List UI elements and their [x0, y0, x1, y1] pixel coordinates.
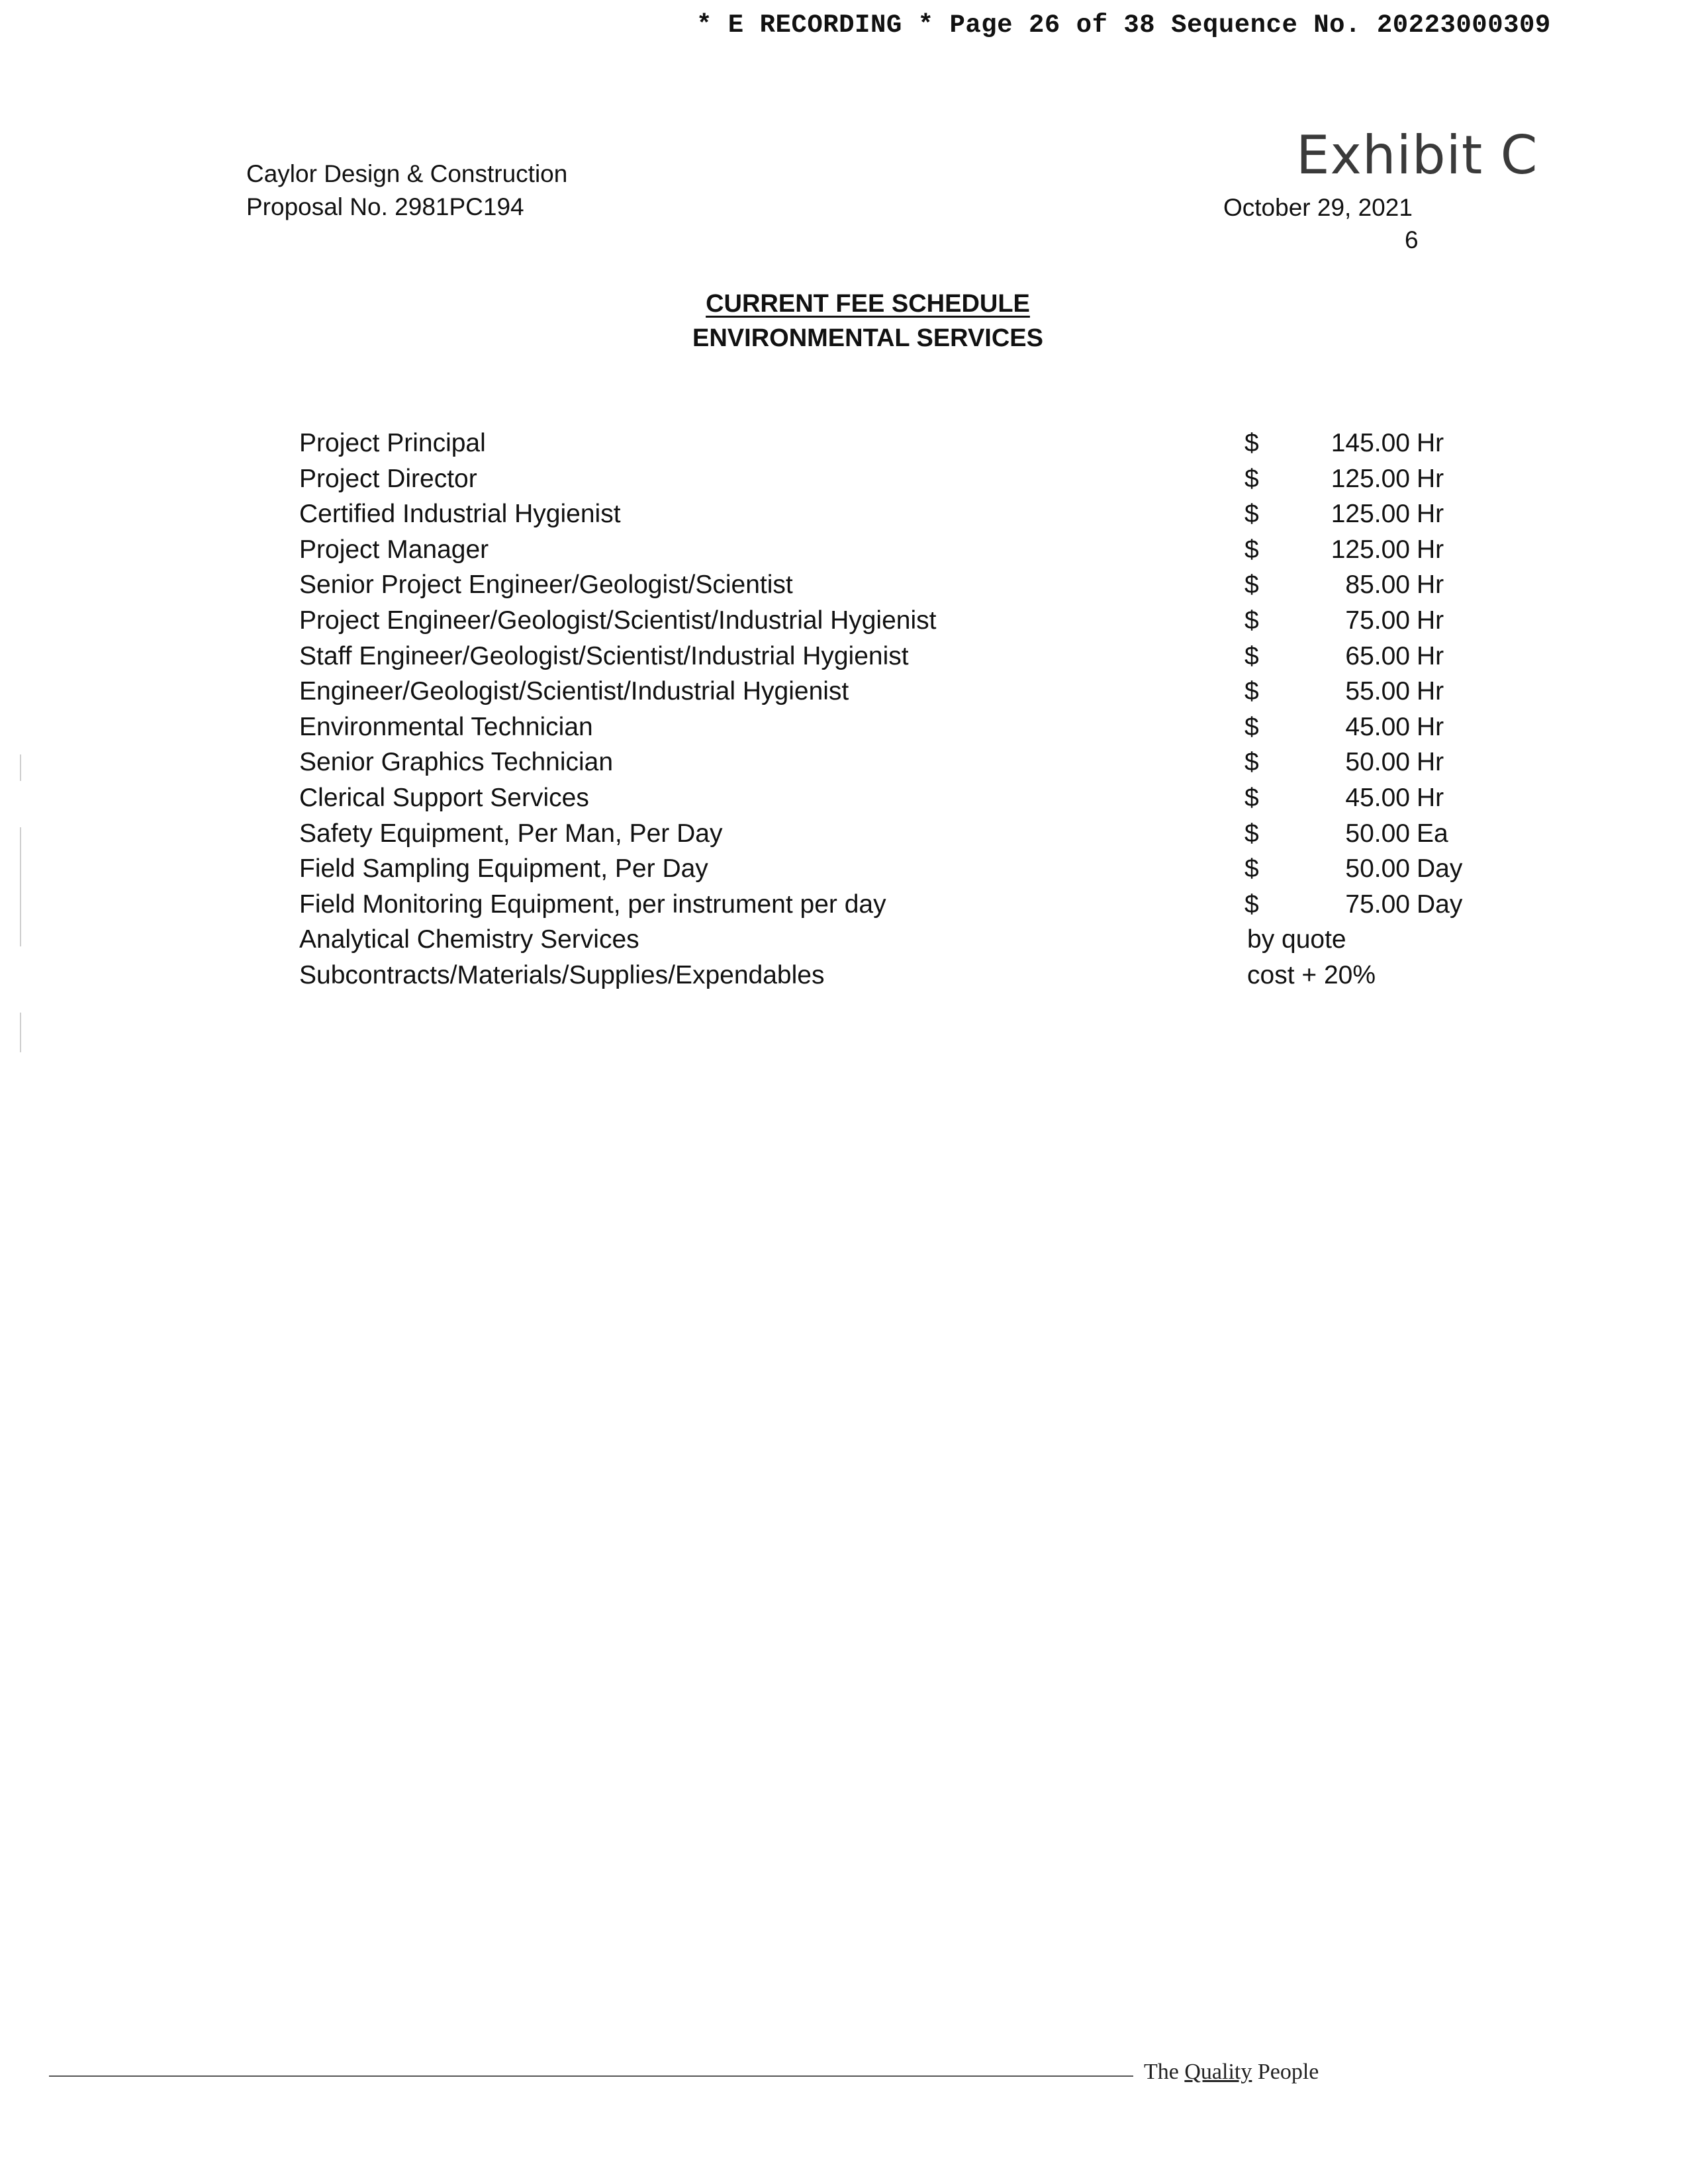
- fee-currency-symbol: $: [1244, 677, 1259, 705]
- exhibit-label: Exhibit C: [1296, 124, 1538, 186]
- fee-currency-symbol: $: [1244, 642, 1259, 670]
- fee-currency-symbol: $: [1244, 784, 1259, 812]
- fee-row: [0, 465, 1688, 498]
- fee-row: [0, 819, 1688, 852]
- fee-label: Engineer/Geologist/Scientist/Industrial Hygienist: [299, 677, 849, 705]
- fee-currency-symbol: $: [1244, 854, 1259, 883]
- footer-tag-suffix: People: [1252, 2060, 1319, 2084]
- fee-label: Project Engineer/Geologist/Scientist/Industrial Hygienist: [299, 606, 937, 635]
- fee-label: Senior Graphics Technician: [299, 748, 614, 776]
- fee-currency-symbol: $: [1244, 535, 1259, 564]
- fee-currency-symbol: $: [1244, 819, 1259, 848]
- proposal-number: Proposal No. 2981PC194: [246, 193, 524, 220]
- fee-label: Project Manager: [299, 535, 489, 564]
- fee-text: cost + 20%: [1247, 961, 1376, 989]
- fee-amount: 75.00: [1345, 606, 1410, 635]
- footer-tagline: [1144, 2060, 1319, 2085]
- fee-currency-symbol: $: [1244, 713, 1259, 741]
- footer-tag-prefix: The: [1144, 2060, 1185, 2084]
- fee-currency-symbol: $: [1244, 500, 1259, 528]
- fee-row: [0, 961, 1688, 994]
- fee-unit: Hr: [1417, 535, 1444, 564]
- fee-text: by quote: [1247, 925, 1346, 954]
- scan-mark: [20, 827, 21, 946]
- fee-label: Field Sampling Equipment, Per Day: [299, 854, 708, 883]
- scan-mark: [20, 1013, 21, 1052]
- fee-label: Senior Project Engineer/Geologist/Scientist: [299, 570, 793, 599]
- fee-unit: Day: [1417, 890, 1463, 919]
- fee-amount: 45.00: [1345, 784, 1410, 812]
- fee-row: [0, 713, 1688, 746]
- footer-tag-quality: Quality: [1184, 2060, 1252, 2084]
- fee-currency-symbol: $: [1244, 429, 1259, 457]
- fee-label: Safety Equipment, Per Man, Per Day: [299, 819, 723, 848]
- fee-label: Analytical Chemistry Services: [299, 925, 639, 954]
- fee-amount: 50.00: [1345, 748, 1410, 776]
- fee-schedule-title: CURRENT FEE SCHEDULE: [706, 290, 1030, 318]
- fee-unit: Hr: [1417, 465, 1444, 493]
- fee-unit: Hr: [1417, 570, 1444, 599]
- fee-label: Field Monitoring Equipment, per instrument per day: [299, 890, 886, 919]
- fee-amount: 65.00: [1345, 642, 1410, 670]
- page-number: 6: [1405, 226, 1419, 253]
- fee-amount: 50.00: [1345, 819, 1410, 848]
- fee-amount: 85.00: [1345, 570, 1410, 599]
- recording-banner: * E RECORDING * Page 26 of 38 Sequence No. 20223000309: [696, 11, 1551, 40]
- fee-amount: 50.00: [1345, 854, 1410, 883]
- scan-mark: [20, 754, 21, 781]
- fee-row: [0, 784, 1688, 817]
- fee-row: [0, 570, 1688, 604]
- fee-amount: 125.00: [1331, 465, 1410, 493]
- fee-unit: Ea: [1417, 819, 1448, 848]
- fee-unit: Hr: [1417, 713, 1444, 741]
- fee-currency-symbol: $: [1244, 890, 1259, 919]
- fee-currency-symbol: $: [1244, 606, 1259, 635]
- fee-amount: 75.00: [1345, 890, 1410, 919]
- fee-unit: Day: [1417, 854, 1463, 883]
- fee-amount: 55.00: [1345, 677, 1410, 705]
- fee-label: Certified Industrial Hygienist: [299, 500, 621, 528]
- fee-label: Clerical Support Services: [299, 784, 589, 812]
- fee-amount: 45.00: [1345, 713, 1410, 741]
- fee-row: [0, 925, 1688, 958]
- fee-row: [0, 500, 1688, 533]
- document-date: October 29, 2021: [1223, 194, 1413, 221]
- fee-row: [0, 677, 1688, 710]
- fee-label: Subcontracts/Materials/Supplies/Expendables: [299, 961, 825, 989]
- footer-rule: [49, 2075, 1133, 2077]
- fee-row: [0, 854, 1688, 887]
- fee-currency-symbol: $: [1244, 748, 1259, 776]
- fee-amount: 145.00: [1331, 429, 1410, 457]
- fee-currency-symbol: $: [1244, 570, 1259, 599]
- fee-label: Project Principal: [299, 429, 486, 457]
- fee-amount: 125.00: [1331, 500, 1410, 528]
- fee-unit: Hr: [1417, 606, 1444, 635]
- fee-unit: Hr: [1417, 429, 1444, 457]
- fee-label: Environmental Technician: [299, 713, 593, 741]
- fee-label: Staff Engineer/Geologist/Scientist/Industrial Hygienist: [299, 642, 909, 670]
- fee-row: [0, 890, 1688, 923]
- fee-unit: Hr: [1417, 500, 1444, 528]
- fee-row: [0, 642, 1688, 675]
- fee-currency-symbol: $: [1244, 465, 1259, 493]
- fee-unit: Hr: [1417, 784, 1444, 812]
- fee-unit: Hr: [1417, 642, 1444, 670]
- fee-amount: 125.00: [1331, 535, 1410, 564]
- fee-unit: Hr: [1417, 677, 1444, 705]
- company-name: Caylor Design & Construction: [246, 160, 568, 187]
- fee-label: Project Director: [299, 465, 477, 493]
- fee-row: [0, 535, 1688, 569]
- fee-row: [0, 606, 1688, 639]
- fee-schedule-subtitle: ENVIRONMENTAL SERVICES: [692, 324, 1043, 352]
- fee-row: [0, 429, 1688, 462]
- fee-row: [0, 748, 1688, 781]
- fee-unit: Hr: [1417, 748, 1444, 776]
